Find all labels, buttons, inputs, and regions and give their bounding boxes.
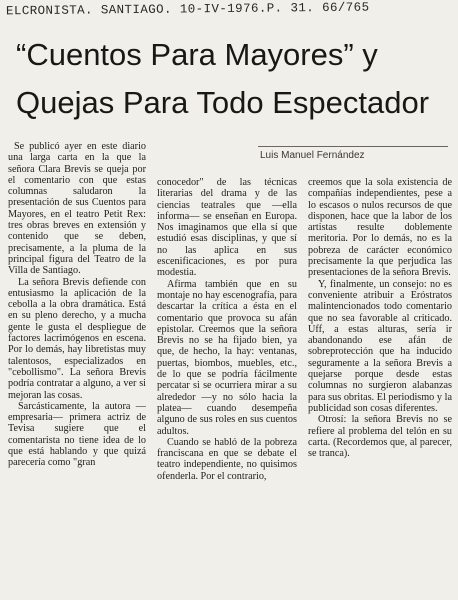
article-column-3 — [308, 177, 452, 459]
article-column-2 — [157, 177, 297, 482]
headline-line-2: Quejas Para Todo Espectador — [16, 85, 430, 120]
paragraph: Cuando se habló de la pobreza franciscana en que se debate el teatro independiente, no quisimos ofenderla. Por el contrario, — [157, 436, 297, 482]
paragraph: Otrosí: la señora Brevis no se refiere al problema del telón en su carta. (Recordemos que, al parecer, se tranca). — [308, 414, 452, 460]
handwritten-source-annotation: ELCRONISTA. SANTIAGO. 10-IV-1976.P. 31. 66/765 — [5, 0, 370, 19]
paragraph: Y, finalmente, un consejo: no es conveniente atribuir a Eróstratos malintencionados todo comentario que no sea favorable al criticado. Uff, a estas alturas, sería ir abandonando ese afán de sobreprotección que ha inducido seguramente a la señora Brevis a quejarse porque desde estas columnas no surgieron alabanzas para sus obritas. El periodismo y la publicidad son cosas diferentes. — [308, 278, 452, 414]
paragraph: Sarcásticamente, la autora —empresaria— primera actriz de Tevisa sugiere que el comentarista no tiene idea de lo que está hablando y que quizá parecería como "gran — [8, 400, 146, 469]
paragraph: creemos que la sola existencia de compañías independientes, pese a lo escasos o nulos recursos de que disponen, hace que la labor de los artistas resulte doblemente meritoria. Por lo demás, no es la pobreza de carácter económico precisamente la que perjudica las presentaciones de la señora Brevis. — [308, 177, 452, 279]
headline-line-1: “Cuentos Para Mayores” y — [16, 37, 378, 72]
byline: Luis Manuel Fernández — [260, 150, 365, 161]
article-column-1 — [8, 141, 146, 469]
paragraph: conocedor" de las técnicas literarias del drama y de las ciencias teatrales que —ella informa— se enseñan en Europa. Nos imaginamos que ella sí que estudió esas disciplinas, y que sí no las aplica en sus escenificaciones, es por pura modestia. — [157, 177, 297, 279]
paragraph: La señora Brevis defiende con entusiasmo la aplicación de la cebolla a la obra dramática. Está en su pleno derecho, y a mucha gente le gusta el despliegue de factores lacrimógenos en escena. Por lo demás, hay libretistas muy talentosos, especializados en "cebollismo". La señora Brevis podría contratar a alguno, a ver si mejoran las cosas. — [8, 276, 146, 401]
paragraph: Se publicó ayer en este diario una larga carta en la que la señora Clara Brevis se queja por el comentario con que estas columnas saludaron la presentación de sus Cuentos para Mayores, en el teatro Petit Rex: tres obras breves en extensión y contenido que se deben, precisamente, a la pluma de la principal figura del Teatro de la Villa de Santiago. — [8, 141, 146, 277]
byline-rule — [258, 146, 448, 147]
paragraph: Afirma también que en su montaje no hay escenografía, para descartar la crítica a ésta en el comentario que provoca su afán epistolar. Creemos que la señora Brevis no se ha fijado bien, ya que, de hecho, la hay: ventanas, puertas, biombos, muebles, etc., de lo que se podría fácilmente percatar si se ocurriera mirar a su alrededor —y no sólo hacia la platea— cuando desempeña alguno de sus roles en sus cuentos adultos. — [157, 278, 297, 437]
